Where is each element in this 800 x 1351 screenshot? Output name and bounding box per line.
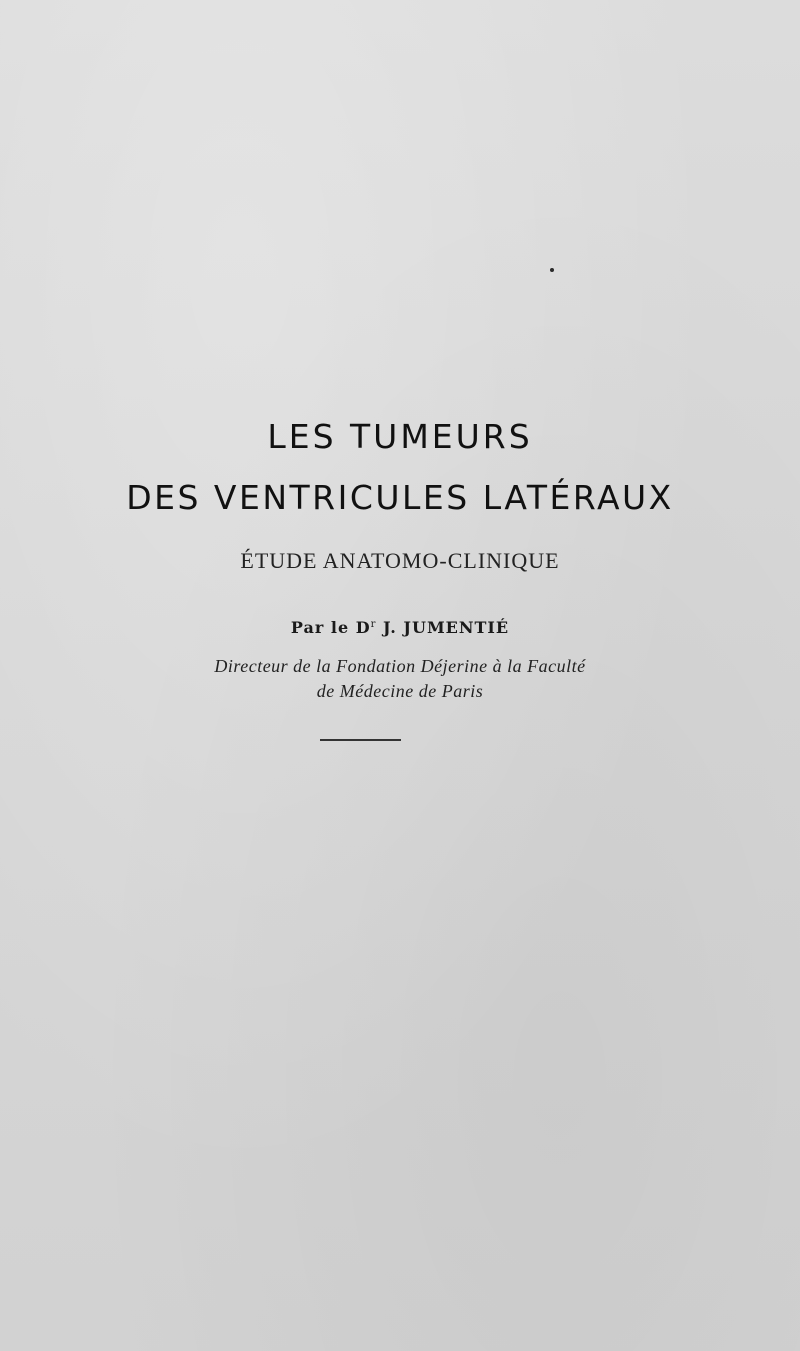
author-title-superscript: r: [370, 619, 377, 630]
subtitle: ÉTUDE ANATOMO-CLINIQUE: [240, 548, 560, 573]
ink-speck: [550, 268, 554, 272]
author-prefix: Par le D: [290, 618, 371, 637]
affiliation-line-1: Directeur de la Fondation Déjerine à la Faculté: [214, 656, 586, 676]
title-line-1: LES TUMEURS: [267, 417, 533, 456]
affiliation-line-2: de Médecine de Paris: [316, 681, 484, 701]
title-line-2: DES VENTRICULES LATÉRAUX: [126, 478, 674, 517]
author-name: J. JUMENTIÉ: [376, 618, 510, 637]
author-line: [0, 618, 800, 637]
horizontal-rule: [320, 739, 401, 741]
